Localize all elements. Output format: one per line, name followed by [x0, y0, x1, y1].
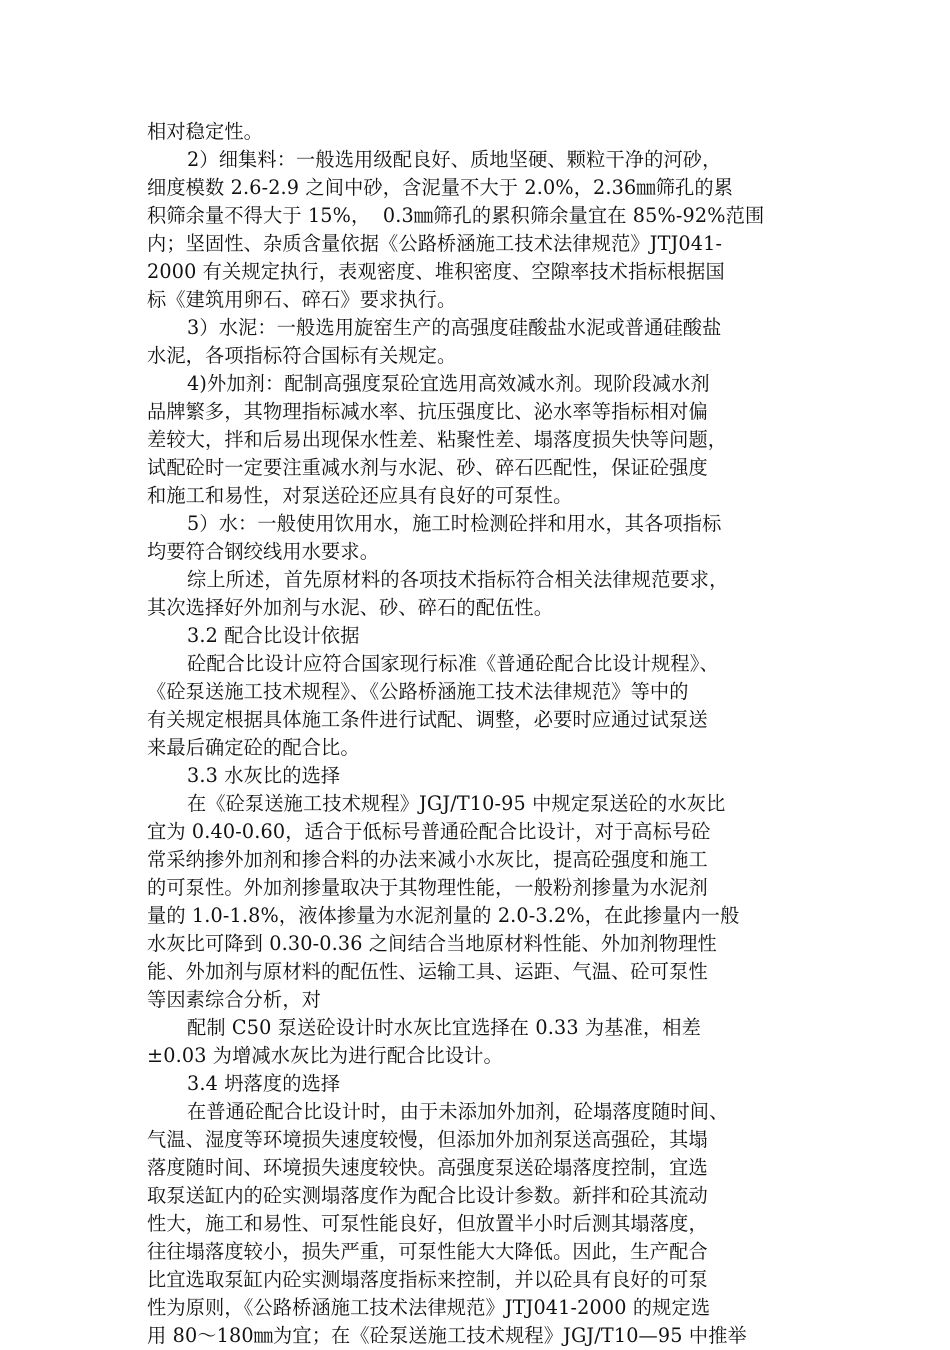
text-line: 常采纳掺外加剂和掺合料的办法来减小水灰比，提高砼强度和施工: [147, 848, 708, 871]
text-line: 性大，施工和易性、可泵性能良好，但放置半小时后测其塌落度，: [147, 1212, 708, 1235]
text-line: 均要符合钢绞线用水要求。: [147, 540, 380, 563]
text-line: 其次选择好外加剂与水泥、砂、碎石的配伍性。: [147, 596, 554, 619]
text-line: 气温、湿度等环境损失速度较慢，但添加外加剂泵送高强砼，其塌: [147, 1128, 708, 1151]
text-line: 品牌繁多，其物理指标减水率、抗压强度比、泌水率等指标相对偏: [147, 400, 708, 423]
text-line: 等因素综合分析，对: [147, 988, 322, 1011]
text-line: 来最后确定砼的配合比。: [147, 736, 360, 759]
text-line: 3.3 水灰比的选择: [187, 764, 341, 787]
text-line: 量的 1.0-1.8%，液体掺量为水泥剂量的 2.0-3.2%，在此掺量内一般: [147, 904, 740, 927]
text-line: 能、外加剂与原材料的配伍性、运输工具、运距、气温、砼可泵性: [147, 960, 708, 983]
text-line: 在普通砼配合比设计时，由于未添加外加剂，砼塌落度随时间、: [187, 1100, 729, 1123]
text-line: 有关规定根据具体施工条件进行试配、调整，必要时应通过试泵送: [147, 708, 708, 731]
text-line: 的可泵性。外加剂掺量取决于其物理性能，一般粉剂掺量为水泥剂: [147, 876, 708, 899]
text-line: 往往塌落度较小，损失严重，可泵性能大大降低。因此，生产配合: [147, 1240, 708, 1263]
text-line: 2）细集料：一般选用级配良好、质地坚硬、颗粒干净的河砂，: [187, 148, 722, 171]
text-line: 差较大，拌和后易出现保水性差、粘聚性差、塌落度损失快等问题，: [147, 428, 728, 451]
text-line: 内；坚固性、杂质含量依据《公路桥涵施工技术法律规范》JTJ041-: [147, 232, 723, 255]
text-line: 综上所述，首先原材料的各项技术指标符合相关法律规范要求，: [187, 568, 729, 591]
text-line: 3.2 配合比设计依据: [187, 624, 360, 647]
text-line: 试配砼时一定要注重减水剂与水泥、砂、碎石匹配性，保证砼强度: [147, 456, 708, 479]
text-line: 《砼泵送施工技术规程》、《公路桥涵施工技术法律规范》等中的: [147, 680, 689, 703]
text-line: 宜为 0.40-0.60，适合于低标号普通砼配合比设计，对于高标号砼: [147, 820, 711, 843]
text-line: 积筛余量不得大于 15%， 0.3㎜筛孔的累积筛余量宜在 85%-92%范围: [147, 204, 765, 227]
text-line: 配制 C50 泵送砼设计时水灰比宜选择在 0.33 为基准，相差: [187, 1016, 701, 1039]
text-line: 标《建筑用卵石、碎石》要求执行。: [147, 288, 457, 311]
text-line: 性为原则，《公路桥涵施工技术法律规范》JTJ041-2000 的规定选: [147, 1296, 711, 1319]
text-line: 2000 有关规定执行，表观密度、堆积密度、空隙率技术指标根据国: [147, 260, 725, 283]
text-line: 和施工和易性，对泵送砼还应具有良好的可泵性。: [147, 484, 573, 507]
text-line: 水灰比可降到 0.30-0.36 之间结合当地原材料性能、外加剂物理性: [147, 932, 717, 955]
text-line: 4)外加剂：配制高强度泵砼宜选用高效减水剂。现阶段减水剂: [187, 372, 710, 395]
text-line: 在《砼泵送施工技术规程》JGJ/T10-95 中规定泵送砼的水灰比: [187, 792, 726, 815]
text-line: 水泥，各项指标符合国标有关规定。: [147, 344, 457, 367]
text-line: 3）水泥：一般选用旋窑生产的高强度硅酸盐水泥或普通硅酸盐: [187, 316, 722, 339]
text-line: ±0.03 为增减水灰比为进行配合比设计。: [147, 1044, 503, 1067]
text-line: 落度随时间、环境损失速度较快。高强度泵送砼塌落度控制，宜选: [147, 1156, 708, 1179]
text-line: 用 80～180㎜为宜；在《砼泵送施工技术规程》JGJ/T10—95 中推举: [147, 1324, 747, 1347]
text-line: 5）水：一般使用饮用水，施工时检测砼拌和用水，其各项指标: [187, 512, 722, 535]
text-line: 取泵送缸内的砼实测塌落度作为配合比设计参数。新拌和砼其流动: [147, 1184, 708, 1207]
text-line: 相对稳定性。: [147, 120, 264, 143]
document-body: [147, 118, 803, 1350]
text-line: 细度模数 2.6-2.9 之间中砂，含泥量不大于 2.0%，2.36㎜筛孔的累: [147, 176, 734, 199]
text-line: 砼配合比设计应符合国家现行标准《普通砼配合比设计规程》、: [187, 652, 719, 675]
text-line: 3.4 坍落度的选择: [187, 1072, 341, 1095]
text-line: 比宜选取泵缸内砼实测塌落度指标来控制，并以砼具有良好的可泵: [147, 1268, 708, 1291]
